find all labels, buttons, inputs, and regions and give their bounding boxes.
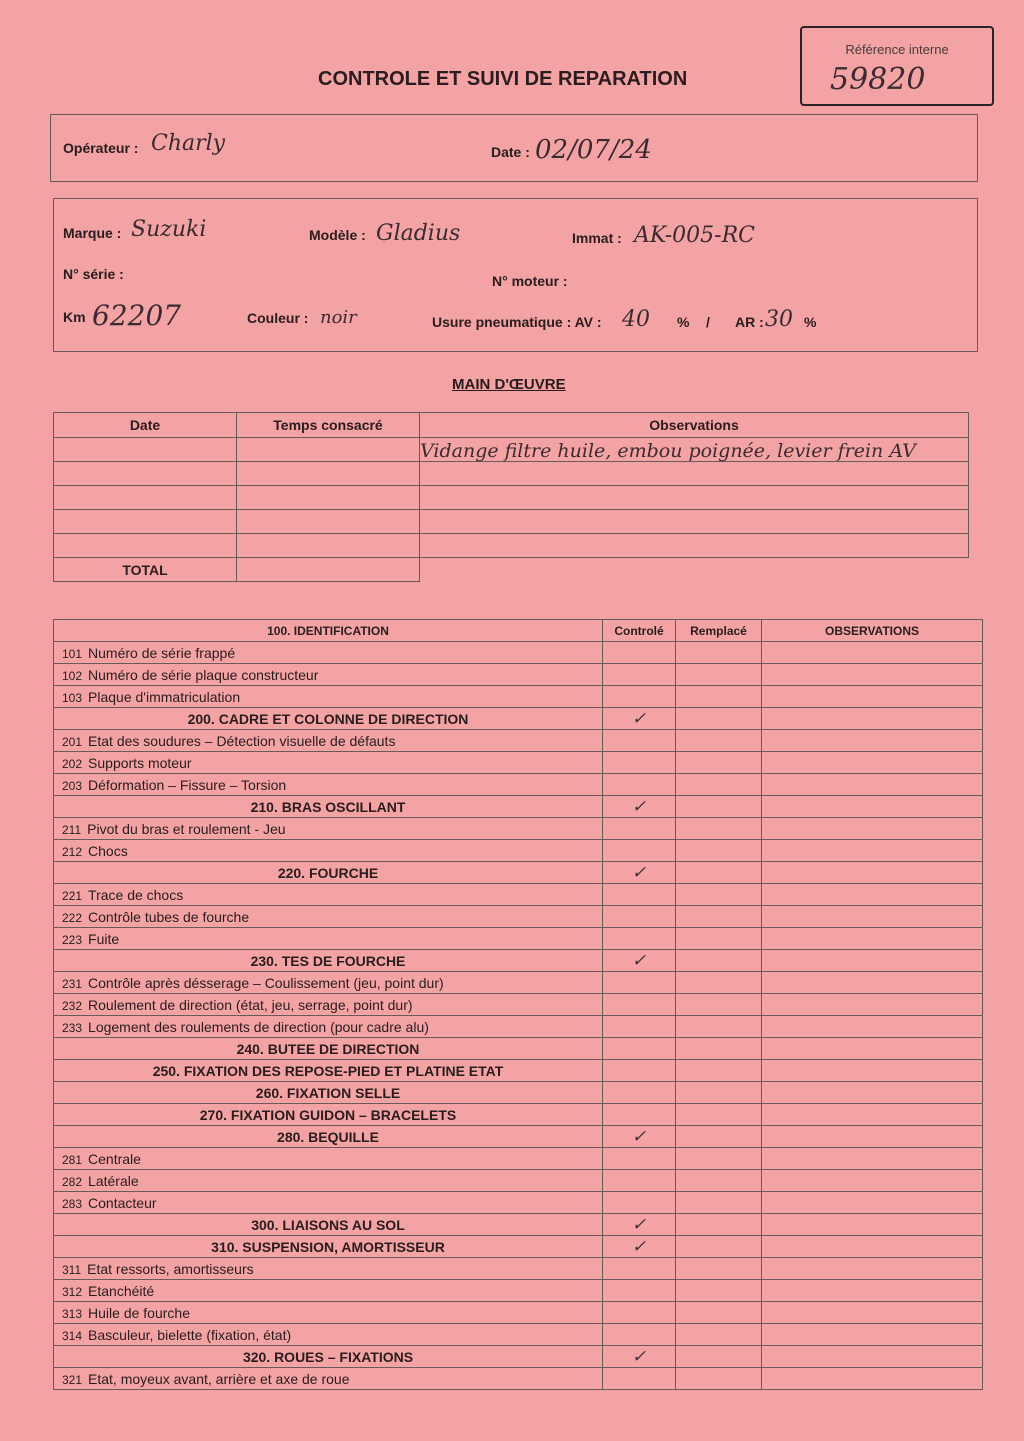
observations-cell <box>762 1302 983 1324</box>
checklist-header-row <box>54 620 983 642</box>
checklist-item-cell <box>54 1258 603 1280</box>
checklist-item-label: Pivot du bras et roulement - Jeu <box>87 820 286 837</box>
usure-av-unit: % <box>677 314 690 330</box>
checklist-section-row <box>54 1038 983 1060</box>
checklist-section-row <box>54 950 983 972</box>
couleur-label: Couleur : <box>247 310 309 326</box>
km-value: 62207 <box>92 299 182 332</box>
observations-cell <box>762 1170 983 1192</box>
operator-value: Charly <box>151 131 226 156</box>
remplace-cell <box>676 686 762 708</box>
remplace-cell <box>676 730 762 752</box>
controle-cell <box>603 1368 676 1390</box>
checklist-section-title: 320. ROUES – FIXATIONS <box>54 1346 603 1368</box>
checklist-header-controle: Controlé <box>603 620 676 642</box>
labour-time-cell <box>237 438 420 462</box>
controle-cell <box>603 818 676 840</box>
labour-observation-text: Vidange filtre huile, embou poignée, levier frein AV <box>420 440 916 462</box>
marque-label: Marque : <box>63 225 122 241</box>
checklist-section-row <box>54 1104 983 1126</box>
checklist-section-title: 210. BRAS OSCILLANT <box>54 796 603 818</box>
labour-time-cell <box>237 534 420 558</box>
controle-cell <box>603 1016 676 1038</box>
controle-cell <box>603 1060 676 1082</box>
checklist-item-label: Etat, moyeux avant, arrière et axe de roue <box>88 1370 350 1387</box>
observations-cell <box>762 752 983 774</box>
observations-cell <box>762 1148 983 1170</box>
checklist-item-cell <box>54 1170 603 1192</box>
labour-header-observations: Observations <box>420 413 969 438</box>
checklist-item-cell <box>54 1148 603 1170</box>
checklist-item-number: 221 <box>62 888 83 903</box>
controle-cell <box>603 642 676 664</box>
observations-cell <box>762 1236 983 1258</box>
observations-cell <box>762 862 983 884</box>
checklist-item-label: Basculeur, bielette (fixation, état) <box>88 1326 292 1343</box>
remplace-cell <box>676 840 762 862</box>
remplace-cell <box>676 752 762 774</box>
check-mark-icon: ✓ <box>631 950 647 971</box>
checklist-item-row <box>54 928 983 950</box>
usure-ar-label: AR : <box>735 314 764 330</box>
labour-header-date: Date <box>54 413 237 438</box>
checklist-item-row <box>54 1280 983 1302</box>
immat-label: Immat : <box>572 230 622 246</box>
checklist-item-number: 102 <box>62 668 83 683</box>
checklist-item-number: 211 <box>62 822 82 837</box>
usure-ar-unit: % <box>804 314 817 330</box>
checklist-item-row <box>54 1368 983 1390</box>
remplace-cell <box>676 1368 762 1390</box>
remplace-cell <box>676 1280 762 1302</box>
checklist-item-label: Fuite <box>88 930 120 947</box>
controle-cell <box>603 862 676 884</box>
checklist-item-label: Supports moteur <box>88 754 192 771</box>
checklist-section-title: 240. BUTEE DE DIRECTION <box>54 1038 603 1060</box>
labour-header-time: Temps consacré <box>237 413 420 438</box>
checklist-item-cell <box>54 730 603 752</box>
checklist-item-number: 282 <box>62 1174 83 1189</box>
checklist-item-number: 281 <box>62 1152 83 1167</box>
checklist-item-cell <box>54 1192 603 1214</box>
moteur-label: N° moteur : <box>492 273 568 289</box>
remplace-cell <box>676 950 762 972</box>
observations-cell <box>762 950 983 972</box>
checklist-section-title: 230. TES DE FOURCHE <box>54 950 603 972</box>
checklist-item-row <box>54 994 983 1016</box>
remplace-cell <box>676 1258 762 1280</box>
remplace-cell <box>676 972 762 994</box>
checklist-header-remplace: Remplacé <box>676 620 762 642</box>
labour-row <box>54 534 969 558</box>
checklist-item-label: Etanchéité <box>88 1282 155 1299</box>
remplace-cell <box>676 1324 762 1346</box>
controle-cell <box>603 664 676 686</box>
checklist-section-row <box>54 1060 983 1082</box>
labour-date-cell <box>54 534 237 558</box>
labour-date-cell <box>54 462 237 486</box>
checklist-item-cell <box>54 752 603 774</box>
checklist-item-number: 201 <box>62 734 83 749</box>
observations-cell <box>762 1126 983 1148</box>
checklist-item-row <box>54 752 983 774</box>
observations-cell <box>762 642 983 664</box>
remplace-cell <box>676 1016 762 1038</box>
observations-cell <box>762 906 983 928</box>
controle-cell <box>603 1082 676 1104</box>
checklist-section-title: 260. FIXATION SELLE <box>54 1082 603 1104</box>
check-mark-icon: ✓ <box>631 796 647 817</box>
checklist-table <box>53 619 983 1390</box>
remplace-cell <box>676 884 762 906</box>
labour-total-label: TOTAL <box>54 558 237 582</box>
checklist-item-cell <box>54 642 603 664</box>
checklist-section-row <box>54 1126 983 1148</box>
checklist-item-row <box>54 664 983 686</box>
labour-date-cell <box>54 510 237 534</box>
observations-cell <box>762 774 983 796</box>
observations-cell <box>762 1368 983 1390</box>
checklist-item-label: Numéro de série frappé <box>88 644 236 661</box>
checklist-item-row <box>54 1302 983 1324</box>
checklist-item-row <box>54 730 983 752</box>
labour-total-row <box>54 558 969 582</box>
checklist-item-cell <box>54 928 603 950</box>
observations-cell <box>762 1038 983 1060</box>
usure-separator: / <box>706 314 710 330</box>
checklist-item-row <box>54 1148 983 1170</box>
observations-cell <box>762 1082 983 1104</box>
checklist-section-title: 280. BEQUILLE <box>54 1126 603 1148</box>
controle-cell <box>603 686 676 708</box>
check-mark-icon: ✓ <box>631 1346 647 1367</box>
observations-cell <box>762 1324 983 1346</box>
checklist-body <box>54 642 983 1390</box>
remplace-cell <box>676 862 762 884</box>
checklist-item-number: 212 <box>62 844 83 859</box>
remplace-cell <box>676 664 762 686</box>
remplace-cell <box>676 796 762 818</box>
checklist-item-label: Contrôle tubes de fourche <box>88 908 250 925</box>
checklist-item-label: Roulement de direction (état, jeu, serrage, point dur) <box>88 996 413 1013</box>
usure-ar-value: 30 <box>765 307 793 332</box>
checklist-section-row <box>54 1082 983 1104</box>
labour-row <box>54 462 969 486</box>
check-mark-icon: ✓ <box>631 862 647 883</box>
controle-cell <box>603 1192 676 1214</box>
labour-time-cell <box>237 462 420 486</box>
labour-time-cell <box>237 510 420 534</box>
controle-cell <box>603 1324 676 1346</box>
checklist-item-cell <box>54 906 603 928</box>
observations-cell <box>762 730 983 752</box>
checklist-item-number: 202 <box>62 756 83 771</box>
remplace-cell <box>676 1214 762 1236</box>
checklist-item-cell <box>54 818 603 840</box>
observations-cell <box>762 818 983 840</box>
checklist-item-row <box>54 840 983 862</box>
controle-cell <box>603 906 676 928</box>
remplace-cell <box>676 1104 762 1126</box>
controle-cell <box>603 1302 676 1324</box>
checklist-item-cell <box>54 972 603 994</box>
labour-total-empty <box>420 558 969 582</box>
remplace-cell <box>676 708 762 730</box>
checklist-item-label: Contacteur <box>88 1194 157 1211</box>
remplace-cell <box>676 1170 762 1192</box>
checklist-item-number: 233 <box>62 1020 83 1035</box>
checklist-item-label: Etat ressorts, amortisseurs <box>87 1260 254 1277</box>
usure-av-value: 40 <box>622 307 650 332</box>
remplace-cell <box>676 774 762 796</box>
remplace-cell <box>676 1346 762 1368</box>
controle-cell <box>603 752 676 774</box>
labour-obs-cell <box>420 486 969 510</box>
observations-cell <box>762 1192 983 1214</box>
checklist-section-title: 220. FOURCHE <box>54 862 603 884</box>
observations-cell <box>762 1280 983 1302</box>
observations-cell <box>762 840 983 862</box>
checklist-item-label: Déformation – Fissure – Torsion <box>88 776 287 793</box>
labour-row <box>54 486 969 510</box>
observations-cell <box>762 884 983 906</box>
checklist-item-row <box>54 1192 983 1214</box>
date-value: 02/07/24 <box>535 135 652 165</box>
labour-obs-cell <box>420 462 969 486</box>
controle-cell <box>603 1148 676 1170</box>
controle-cell <box>603 1280 676 1302</box>
observations-cell <box>762 1346 983 1368</box>
labour-section-title: MAIN D'ŒUVRE <box>452 376 566 393</box>
observations-cell <box>762 972 983 994</box>
checklist-item-cell <box>54 1324 603 1346</box>
labour-date-cell <box>54 438 237 462</box>
checklist-item-row <box>54 1016 983 1038</box>
checklist-item-number: 283 <box>62 1196 83 1211</box>
check-mark-icon: ✓ <box>631 1214 647 1235</box>
controle-cell <box>603 950 676 972</box>
checklist-item-row <box>54 906 983 928</box>
checklist-section-row <box>54 796 983 818</box>
checklist-item-row <box>54 1258 983 1280</box>
checklist-item-number: 314 <box>62 1328 83 1343</box>
checklist-item-number: 231 <box>62 976 83 991</box>
remplace-cell <box>676 1192 762 1214</box>
checklist-item-cell <box>54 840 603 862</box>
controle-cell <box>603 1214 676 1236</box>
internal-reference-label: Référence interne <box>845 42 949 57</box>
remplace-cell <box>676 906 762 928</box>
checklist-header-first-section: 100. IDENTIFICATION <box>54 620 603 642</box>
checklist-item-label: Etat des soudures – Détection visuelle de défauts <box>88 732 396 749</box>
checklist-header-observations: OBSERVATIONS <box>762 620 983 642</box>
check-mark-icon: ✓ <box>631 1126 647 1147</box>
checklist-item-cell <box>54 774 603 796</box>
checklist-item-cell <box>54 686 603 708</box>
controle-cell <box>603 730 676 752</box>
labour-time-cell <box>237 486 420 510</box>
checklist-item-cell <box>54 1280 603 1302</box>
checklist-item-label: Trace de chocs <box>88 886 184 903</box>
serie-label: N° série : <box>63 266 124 282</box>
checklist-item-row <box>54 1324 983 1346</box>
observations-cell <box>762 1104 983 1126</box>
operator-section <box>50 114 978 182</box>
date-label: Date : <box>491 144 530 160</box>
observations-cell <box>762 796 983 818</box>
controle-cell <box>603 840 676 862</box>
internal-reference-value: 59820 <box>830 62 926 97</box>
checklist-item-label: Contrôle après désserage – Coulissement (jeu, point dur) <box>88 974 444 991</box>
checklist-item-label: Plaque d'immatriculation <box>88 688 241 705</box>
checklist-section-title: 270. FIXATION GUIDON – BRACELETS <box>54 1104 603 1126</box>
checklist-item-number: 222 <box>62 910 83 925</box>
checklist-item-cell <box>54 1016 603 1038</box>
controle-cell <box>603 1170 676 1192</box>
checklist-item-number: 203 <box>62 778 83 793</box>
observations-cell <box>762 1214 983 1236</box>
remplace-cell <box>676 1082 762 1104</box>
internal-reference-box <box>800 26 994 106</box>
checklist-item-cell <box>54 994 603 1016</box>
checklist-item-cell <box>54 884 603 906</box>
controle-cell <box>603 1346 676 1368</box>
checklist-item-number: 101 <box>62 646 83 661</box>
remplace-cell <box>676 994 762 1016</box>
checklist-item-row <box>54 818 983 840</box>
usure-label: Usure pneumatique : AV : <box>432 314 602 330</box>
controle-cell <box>603 774 676 796</box>
checklist-item-row <box>54 972 983 994</box>
checklist-item-label: Huile de fourche <box>88 1304 190 1321</box>
remplace-cell <box>676 1302 762 1324</box>
controle-cell <box>603 796 676 818</box>
checklist-section-row <box>54 708 983 730</box>
observations-cell <box>762 928 983 950</box>
controle-cell <box>603 1038 676 1060</box>
marque-value: Suzuki <box>131 217 207 242</box>
labour-row <box>54 510 969 534</box>
check-mark-icon: ✓ <box>631 1236 647 1257</box>
checklist-item-number: 232 <box>62 998 83 1013</box>
checklist-item-label: Latérale <box>88 1172 139 1189</box>
observations-cell <box>762 994 983 1016</box>
remplace-cell <box>676 1148 762 1170</box>
controle-cell <box>603 884 676 906</box>
page-title: CONTROLE ET SUIVI DE REPARATION <box>318 68 688 90</box>
checklist-item-row <box>54 642 983 664</box>
checklist-item-cell <box>54 664 603 686</box>
vehicle-section <box>53 198 978 352</box>
checklist-section-row <box>54 1214 983 1236</box>
checklist-section-row <box>54 862 983 884</box>
modele-value: Gladius <box>376 221 461 246</box>
checklist-item-cell <box>54 1368 603 1390</box>
observations-cell <box>762 686 983 708</box>
checklist-item-row <box>54 686 983 708</box>
labour-total-value <box>237 558 420 582</box>
checklist-section-title: 250. FIXATION DES REPOSE-PIED ET PLATINE ETAT <box>54 1060 603 1082</box>
km-label: Km <box>63 309 86 325</box>
check-mark-icon: ✓ <box>631 708 647 729</box>
controle-cell <box>603 1126 676 1148</box>
operator-label: Opérateur : <box>63 140 139 156</box>
checklist-item-label: Centrale <box>88 1150 141 1167</box>
controle-cell <box>603 1258 676 1280</box>
controle-cell <box>603 1236 676 1258</box>
checklist-item-label: Numéro de série plaque constructeur <box>88 666 319 683</box>
labour-header-row <box>54 413 969 438</box>
checklist-item-number: 311 <box>62 1262 82 1277</box>
controle-cell <box>603 1104 676 1126</box>
remplace-cell <box>676 642 762 664</box>
modele-label: Modèle : <box>309 227 366 243</box>
checklist-section-title: 200. CADRE ET COLONNE DE DIRECTION <box>54 708 603 730</box>
controle-cell <box>603 994 676 1016</box>
labour-obs-cell <box>420 510 969 534</box>
remplace-cell <box>676 1236 762 1258</box>
couleur-value: noir <box>320 307 357 328</box>
remplace-cell <box>676 1060 762 1082</box>
labour-date-cell <box>54 486 237 510</box>
remplace-cell <box>676 1126 762 1148</box>
checklist-section-title: 310. SUSPENSION, AMORTISSEUR <box>54 1236 603 1258</box>
checklist-item-number: 223 <box>62 932 83 947</box>
checklist-item-row <box>54 1170 983 1192</box>
controle-cell <box>603 972 676 994</box>
observations-cell <box>762 708 983 730</box>
checklist-section-title: 300. LIAISONS AU SOL <box>54 1214 603 1236</box>
observations-cell <box>762 1016 983 1038</box>
checklist-item-number: 313 <box>62 1306 83 1321</box>
checklist-item-number: 103 <box>62 690 83 705</box>
remplace-cell <box>676 1038 762 1060</box>
checklist-item-number: 312 <box>62 1284 83 1299</box>
controle-cell <box>603 928 676 950</box>
checklist-item-cell <box>54 1302 603 1324</box>
observations-cell <box>762 1060 983 1082</box>
remplace-cell <box>676 928 762 950</box>
checklist-item-label: Logement des roulements de direction (pour cadre alu) <box>88 1018 429 1035</box>
observations-cell <box>762 1258 983 1280</box>
labour-table <box>53 412 969 582</box>
checklist-section-row <box>54 1346 983 1368</box>
labour-obs-cell <box>420 534 969 558</box>
observations-cell <box>762 664 983 686</box>
immat-value: AK-005-RC <box>634 223 755 248</box>
checklist-item-label: Chocs <box>88 842 128 859</box>
checklist-section-row <box>54 1236 983 1258</box>
checklist-item-row <box>54 774 983 796</box>
controle-cell <box>603 708 676 730</box>
remplace-cell <box>676 818 762 840</box>
checklist-item-number: 321 <box>62 1372 83 1387</box>
checklist-item-row <box>54 884 983 906</box>
